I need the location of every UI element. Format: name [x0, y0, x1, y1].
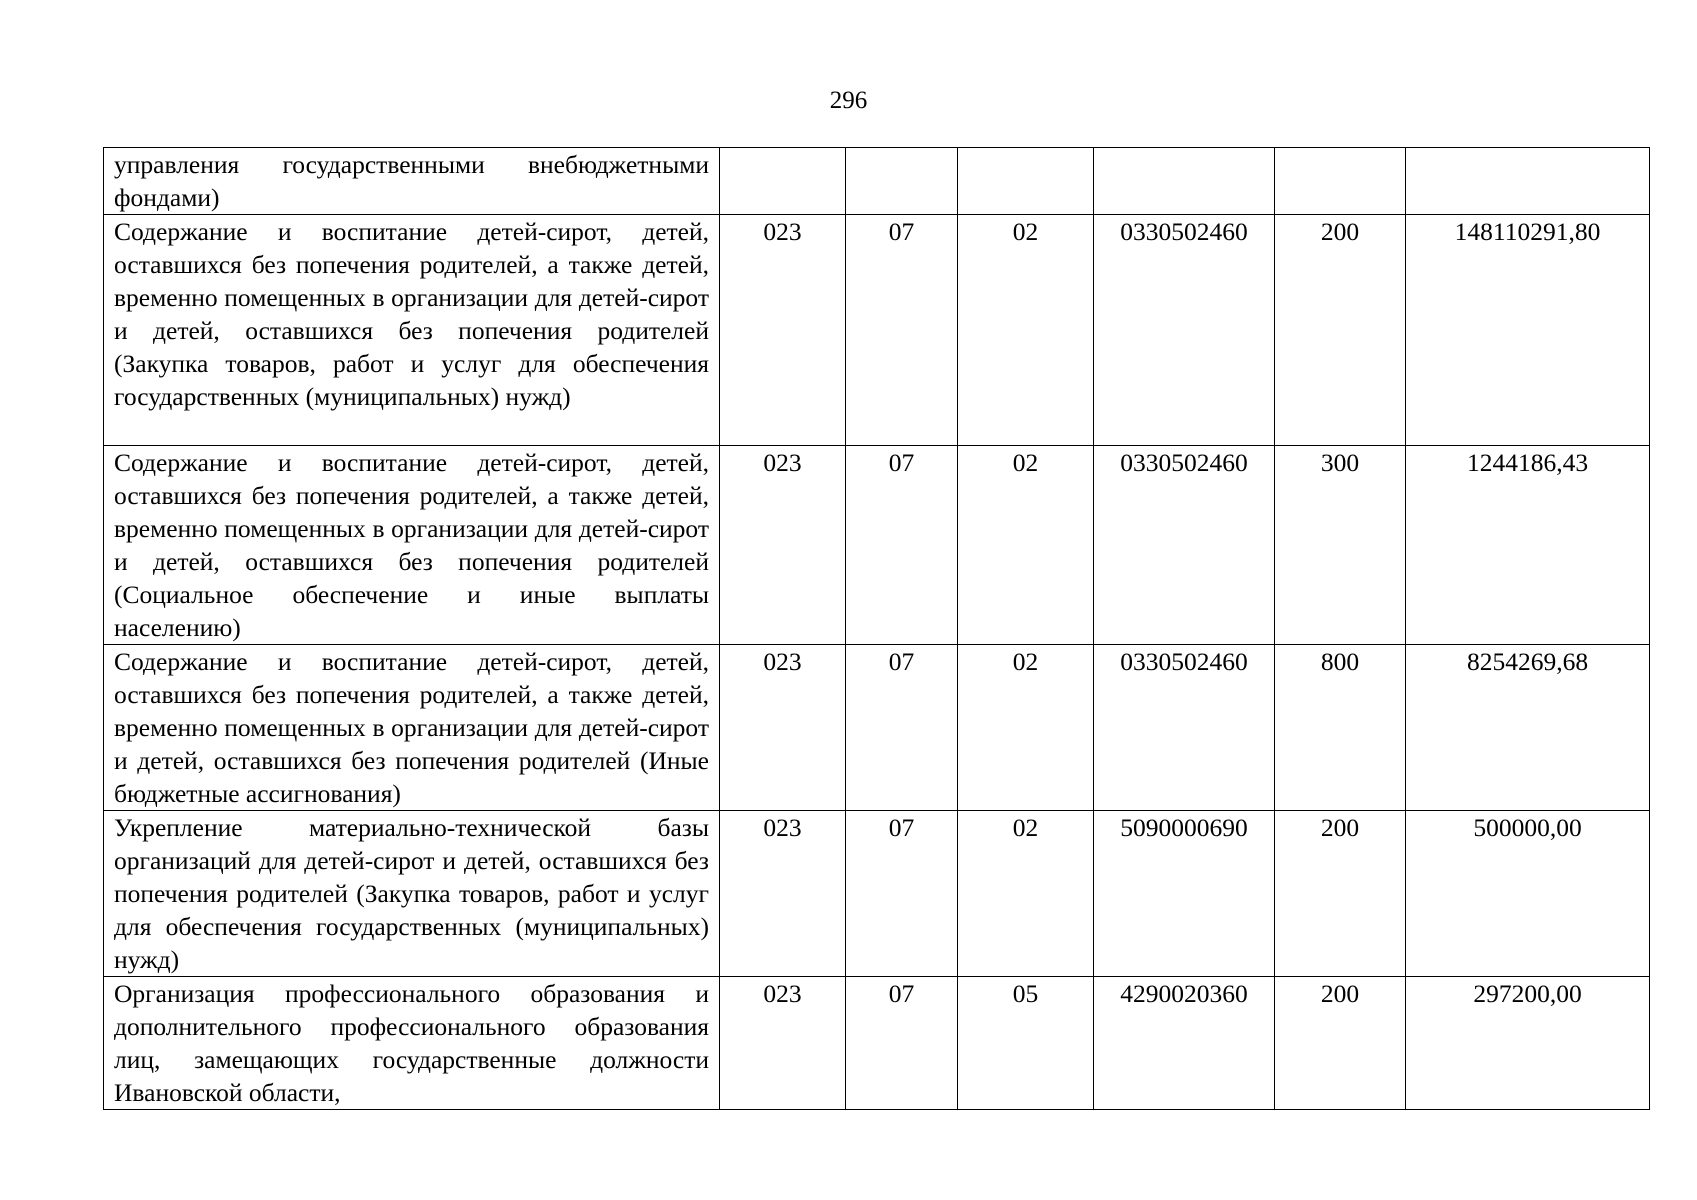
row-target-code: 0330502460 — [1094, 645, 1275, 811]
budget-table — [103, 147, 1650, 1110]
table-row — [104, 977, 1650, 1110]
row-expense-type-code — [1275, 148, 1406, 215]
row-grbs-code: 023 — [720, 215, 846, 446]
row-section-code: 07 — [846, 215, 958, 446]
row-expense-type-code: 800 — [1275, 645, 1406, 811]
row-grbs-code: 023 — [720, 811, 846, 977]
row-section-code — [846, 148, 958, 215]
row-amount: 8254269,68 — [1406, 645, 1650, 811]
row-target-code: 0330502460 — [1094, 215, 1275, 446]
row-grbs-code — [720, 148, 846, 215]
row-description: управления государственными внебюджетными фондами) — [104, 148, 720, 215]
row-amount: 1244186,43 — [1406, 446, 1650, 645]
row-expense-type-code: 300 — [1275, 446, 1406, 645]
row-description: Организация профессионального образования и дополнительного профессионального образования лиц, замещающих государственные должности Ивановской области, — [104, 977, 720, 1110]
row-amount: 148110291,80 — [1406, 215, 1650, 446]
row-amount — [1406, 148, 1650, 215]
row-description: Содержание и воспитание детей-сирот, детей, оставшихся без попечения родителей, а также детей, временно помещенных в организации для детей-сирот и детей, оставшихся без попечения родителей (Иные бюджетные ассигнования) — [104, 645, 720, 811]
row-section-code: 07 — [846, 977, 958, 1110]
row-subsection-code: 02 — [958, 446, 1094, 645]
row-expense-type-code: 200 — [1275, 215, 1406, 446]
row-grbs-code: 023 — [720, 446, 846, 645]
row-grbs-code: 023 — [720, 645, 846, 811]
row-target-code: 5090000690 — [1094, 811, 1275, 977]
row-target-code: 4290020360 — [1094, 977, 1275, 1110]
row-description: Содержание и воспитание детей-сирот, детей, оставшихся без попечения родителей, а также детей, временно помещенных в организации для детей-сирот и детей, оставшихся без попечения родителей (Социальное обеспечение и иные выплаты населению) — [104, 446, 720, 645]
table-row — [104, 811, 1650, 977]
row-subsection-code: 02 — [958, 811, 1094, 977]
row-target-code: 0330502460 — [1094, 446, 1275, 645]
table-row — [104, 446, 1650, 645]
page-number: 296 — [829, 87, 868, 114]
table-row — [104, 215, 1650, 446]
row-subsection-code: 02 — [958, 645, 1094, 811]
row-subsection-code — [958, 148, 1094, 215]
row-expense-type-code: 200 — [1275, 811, 1406, 977]
row-description: Укрепление материально-технической базы организаций для детей-сирот и детей, оставшихся без попечения родителей (Закупка товаров, работ и услуг для обеспечения государственных (муниципальных) нужд) — [104, 811, 720, 977]
row-description: Содержание и воспитание детей-сирот, детей, оставшихся без попечения родителей, а также детей, временно помещенных в организации для детей-сирот и детей, оставшихся без попечения родителей (Закупка товаров, работ и услуг для обеспечения государственных (муниципальных) нужд) — [104, 215, 720, 446]
row-expense-type-code: 200 — [1275, 977, 1406, 1110]
row-target-code — [1094, 148, 1275, 215]
row-section-code: 07 — [846, 446, 958, 645]
row-amount: 297200,00 — [1406, 977, 1650, 1110]
row-subsection-code: 02 — [958, 215, 1094, 446]
row-subsection-code: 05 — [958, 977, 1094, 1110]
row-section-code: 07 — [846, 645, 958, 811]
row-amount: 500000,00 — [1406, 811, 1650, 977]
row-section-code: 07 — [846, 811, 958, 977]
table-row — [104, 645, 1650, 811]
table-row — [104, 148, 1650, 215]
row-grbs-code: 023 — [720, 977, 846, 1110]
